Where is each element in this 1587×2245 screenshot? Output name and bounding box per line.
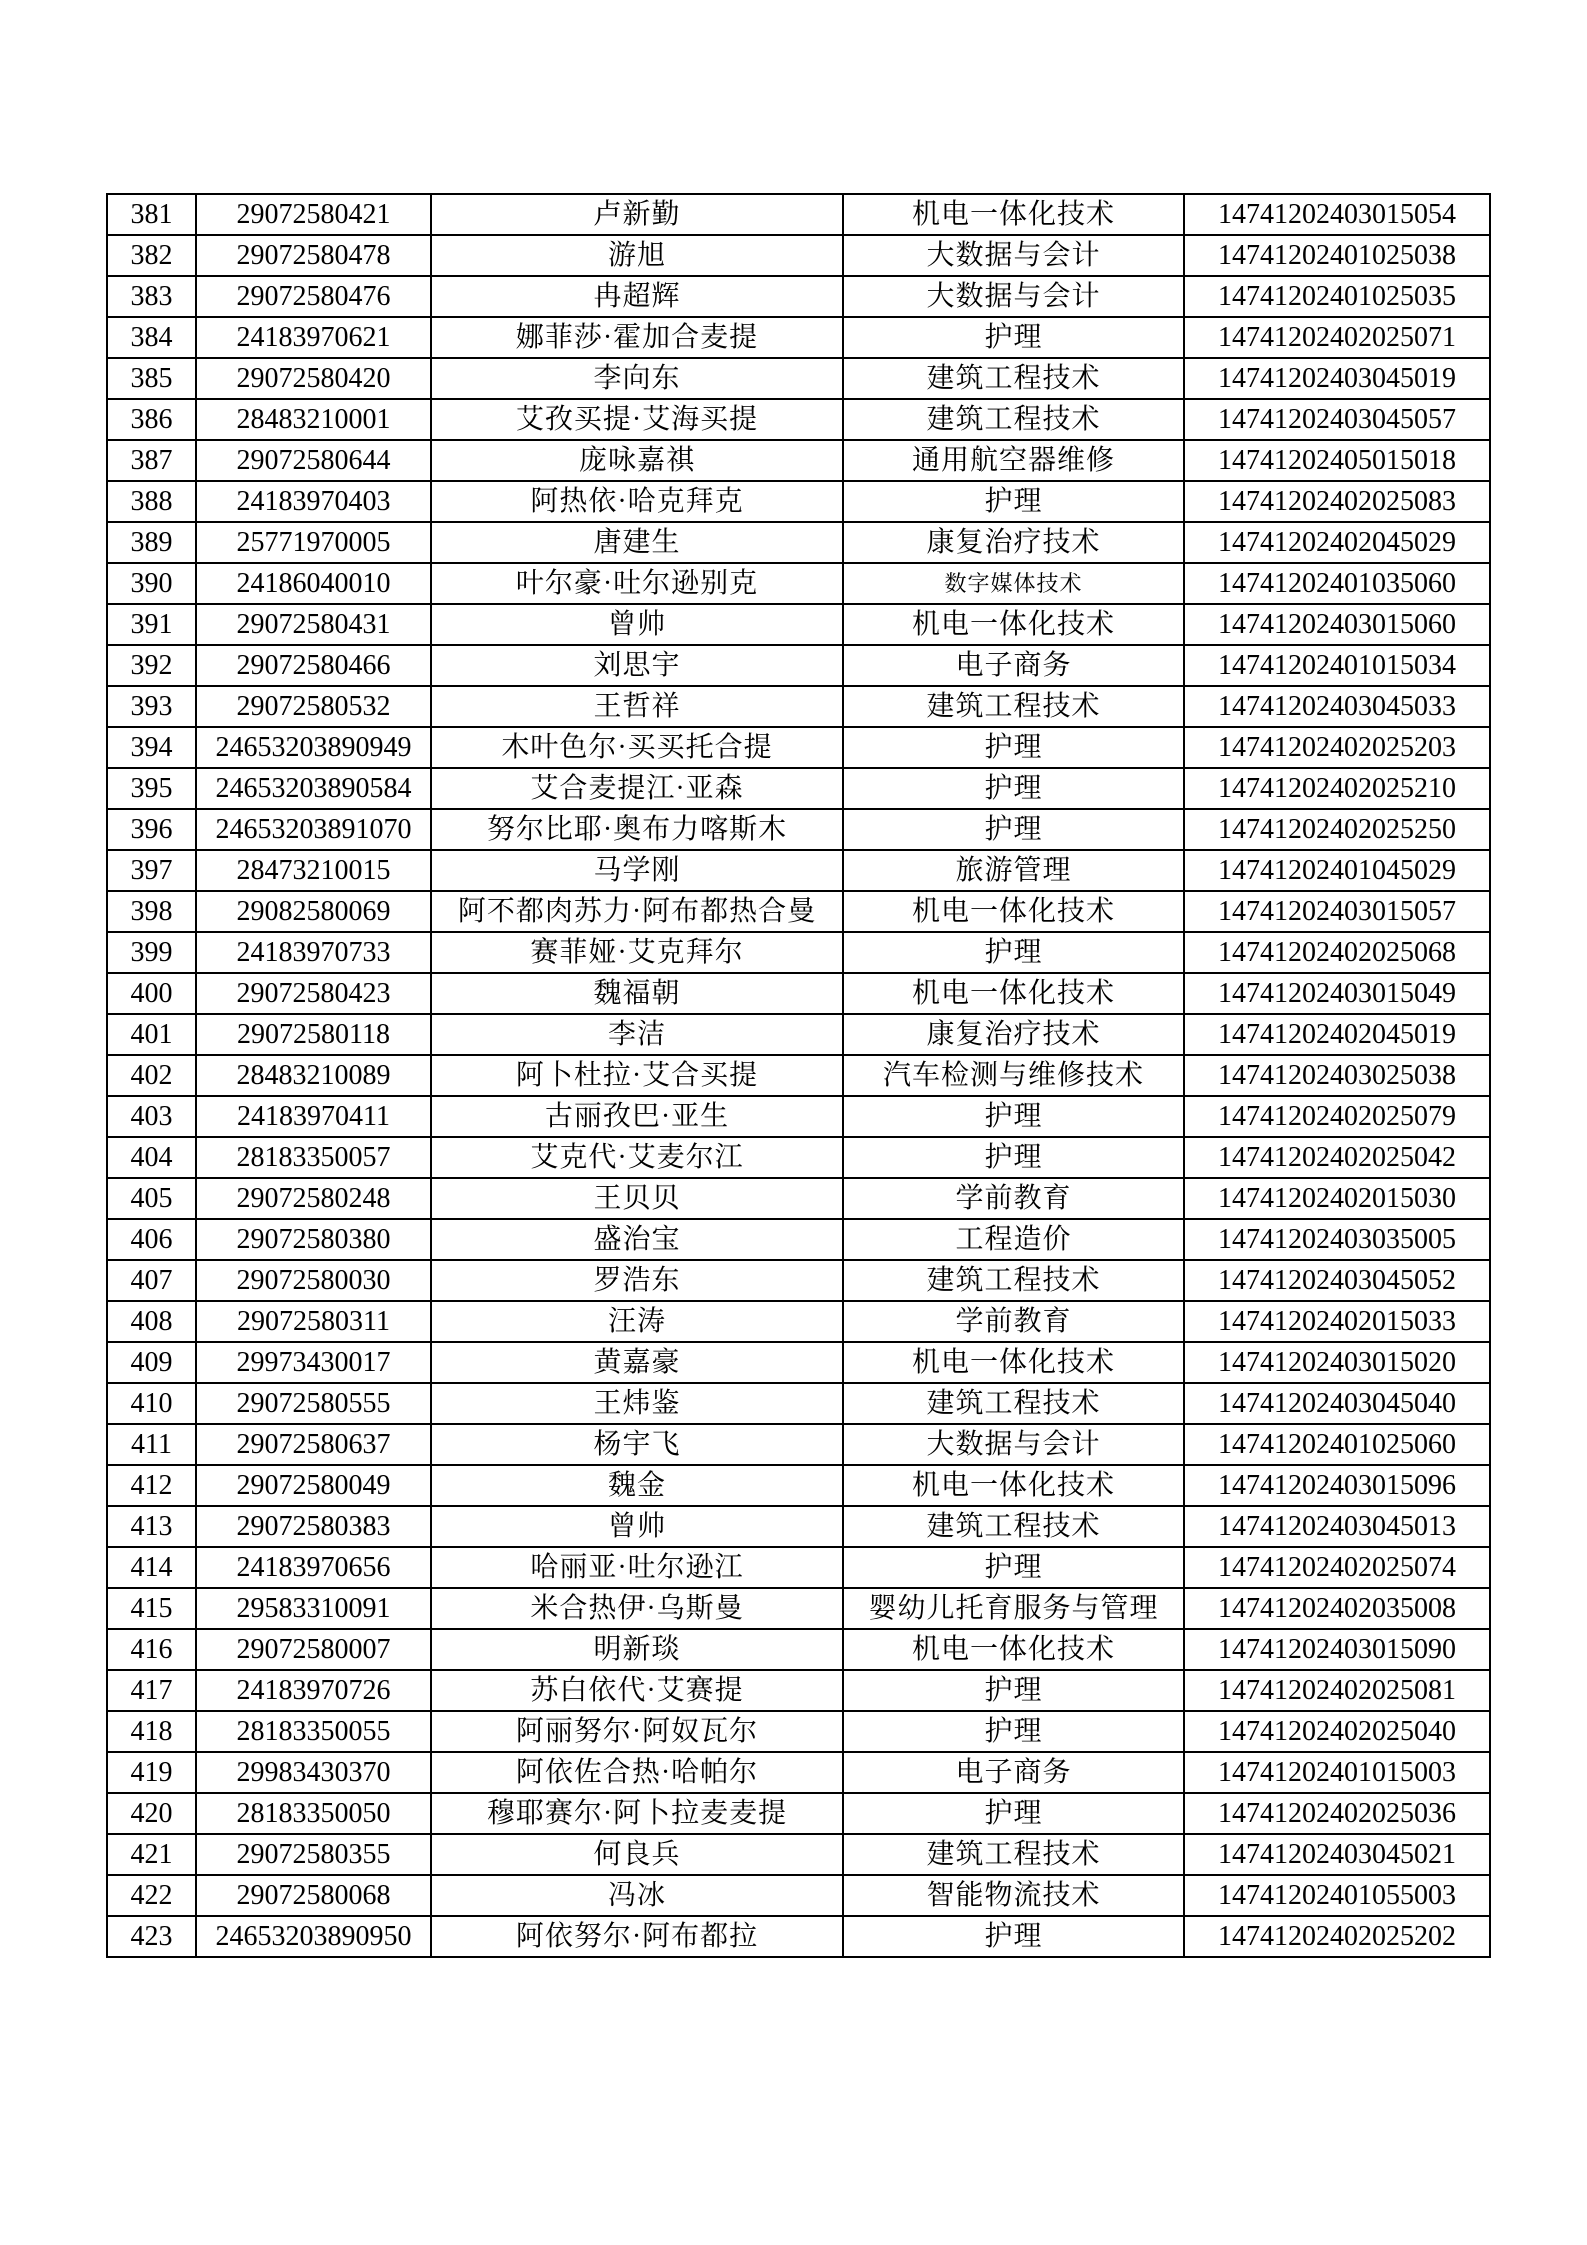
- serial-cell: 384: [107, 317, 196, 358]
- admission-number-cell: 14741202402025210: [1184, 768, 1490, 809]
- major-cell: 建筑工程技术: [843, 399, 1184, 440]
- name-cell: 阿热依·哈克拜克: [431, 481, 843, 522]
- name-cell: 艾克代·艾麦尔江: [431, 1137, 843, 1178]
- serial-cell: 406: [107, 1219, 196, 1260]
- exam-number-cell: 29072580637: [196, 1424, 431, 1465]
- name-cell: 古丽孜巴·亚生: [431, 1096, 843, 1137]
- table-row: [107, 1137, 1490, 1178]
- exam-number-cell: 29072580118: [196, 1014, 431, 1055]
- table-row: [107, 194, 1490, 235]
- table-row: [107, 1014, 1490, 1055]
- admission-number-cell: 14741202402045019: [1184, 1014, 1490, 1055]
- exam-number-cell: 29072580068: [196, 1875, 431, 1916]
- admission-number-cell: 14741202403045021: [1184, 1834, 1490, 1875]
- serial-cell: 405: [107, 1178, 196, 1219]
- name-cell: 庞咏嘉祺: [431, 440, 843, 481]
- serial-cell: 391: [107, 604, 196, 645]
- table-row: [107, 1629, 1490, 1670]
- name-cell: 魏福朝: [431, 973, 843, 1014]
- exam-number-cell: 24653203890950: [196, 1916, 431, 1957]
- exam-number-cell: 29072580420: [196, 358, 431, 399]
- serial-cell: 419: [107, 1752, 196, 1793]
- name-cell: 卢新勤: [431, 194, 843, 235]
- major-cell: 护理: [843, 1711, 1184, 1752]
- exam-number-cell: 29072580421: [196, 194, 431, 235]
- admission-number-cell: 14741202402025083: [1184, 481, 1490, 522]
- exam-number-cell: 29072580311: [196, 1301, 431, 1342]
- admission-number-cell: 14741202402015033: [1184, 1301, 1490, 1342]
- major-cell: 护理: [843, 317, 1184, 358]
- name-cell: 阿依努尔·阿布都拉: [431, 1916, 843, 1957]
- table-row: [107, 932, 1490, 973]
- serial-cell: 422: [107, 1875, 196, 1916]
- exam-number-cell: 28183350057: [196, 1137, 431, 1178]
- major-cell: 机电一体化技术: [843, 1342, 1184, 1383]
- name-cell: 阿丽努尔·阿奴瓦尔: [431, 1711, 843, 1752]
- name-cell: 杨宇飞: [431, 1424, 843, 1465]
- name-cell: 刘思宇: [431, 645, 843, 686]
- name-cell: 苏白依代·艾赛提: [431, 1670, 843, 1711]
- table-row: [107, 809, 1490, 850]
- name-cell: 黄嘉豪: [431, 1342, 843, 1383]
- admission-number-cell: 14741202402045029: [1184, 522, 1490, 563]
- name-cell: 娜菲莎·霍加合麦提: [431, 317, 843, 358]
- serial-cell: 404: [107, 1137, 196, 1178]
- exam-number-cell: 29583310091: [196, 1588, 431, 1629]
- major-cell: 护理: [843, 1916, 1184, 1957]
- major-cell: 机电一体化技术: [843, 1629, 1184, 1670]
- exam-number-cell: 29072580248: [196, 1178, 431, 1219]
- admission-number-cell: 14741202402025203: [1184, 727, 1490, 768]
- serial-cell: 418: [107, 1711, 196, 1752]
- serial-cell: 392: [107, 645, 196, 686]
- major-cell: 机电一体化技术: [843, 973, 1184, 1014]
- exam-number-cell: 29072580030: [196, 1260, 431, 1301]
- major-cell: 数字媒体技术: [843, 563, 1184, 604]
- serial-cell: 393: [107, 686, 196, 727]
- exam-number-cell: 28473210015: [196, 850, 431, 891]
- major-cell: 大数据与会计: [843, 1424, 1184, 1465]
- name-cell: 何良兵: [431, 1834, 843, 1875]
- name-cell: 穆耶赛尔·阿卜拉麦麦提: [431, 1793, 843, 1834]
- table-row: [107, 440, 1490, 481]
- admission-number-cell: 14741202403015049: [1184, 973, 1490, 1014]
- admission-number-cell: 14741202401015034: [1184, 645, 1490, 686]
- major-cell: 机电一体化技术: [843, 194, 1184, 235]
- table-row: [107, 1424, 1490, 1465]
- serial-cell: 399: [107, 932, 196, 973]
- serial-cell: 388: [107, 481, 196, 522]
- name-cell: 哈丽亚·吐尔逊江: [431, 1547, 843, 1588]
- exam-number-cell: 29983430370: [196, 1752, 431, 1793]
- major-cell: 护理: [843, 1670, 1184, 1711]
- name-cell: 赛菲娅·艾克拜尔: [431, 932, 843, 973]
- exam-number-cell: 29072580478: [196, 235, 431, 276]
- name-cell: 艾合麦提江·亚森: [431, 768, 843, 809]
- major-cell: 大数据与会计: [843, 276, 1184, 317]
- exam-number-cell: 29072580383: [196, 1506, 431, 1547]
- exam-number-cell: 24653203890949: [196, 727, 431, 768]
- serial-cell: 394: [107, 727, 196, 768]
- major-cell: 护理: [843, 481, 1184, 522]
- table-row: [107, 1670, 1490, 1711]
- major-cell: 建筑工程技术: [843, 1383, 1184, 1424]
- major-cell: 建筑工程技术: [843, 1834, 1184, 1875]
- admission-number-cell: 14741202402015030: [1184, 1178, 1490, 1219]
- serial-cell: 412: [107, 1465, 196, 1506]
- table-row: [107, 1383, 1490, 1424]
- exam-number-cell: 29072580476: [196, 276, 431, 317]
- name-cell: 叶尔豪·吐尔逊别克: [431, 563, 843, 604]
- admission-number-cell: 14741202403015096: [1184, 1465, 1490, 1506]
- major-cell: 建筑工程技术: [843, 1260, 1184, 1301]
- exam-number-cell: 24183970411: [196, 1096, 431, 1137]
- table-row: [107, 1178, 1490, 1219]
- admission-number-cell: 14741202401025060: [1184, 1424, 1490, 1465]
- admission-number-cell: 14741202401015003: [1184, 1752, 1490, 1793]
- name-cell: 王炜鉴: [431, 1383, 843, 1424]
- name-cell: 阿卜杜拉·艾合买提: [431, 1055, 843, 1096]
- admission-number-cell: 14741202403045052: [1184, 1260, 1490, 1301]
- serial-cell: 421: [107, 1834, 196, 1875]
- exam-number-cell: 24183970403: [196, 481, 431, 522]
- admission-number-cell: 14741202403035005: [1184, 1219, 1490, 1260]
- table-row: [107, 481, 1490, 522]
- name-cell: 明新琰: [431, 1629, 843, 1670]
- serial-cell: 381: [107, 194, 196, 235]
- major-cell: 学前教育: [843, 1301, 1184, 1342]
- name-cell: 王贝贝: [431, 1178, 843, 1219]
- major-cell: 通用航空器维修: [843, 440, 1184, 481]
- admission-roster-table: [106, 193, 1491, 1958]
- serial-cell: 386: [107, 399, 196, 440]
- admission-number-cell: 14741202403045033: [1184, 686, 1490, 727]
- major-cell: 大数据与会计: [843, 235, 1184, 276]
- table-row: [107, 1793, 1490, 1834]
- name-cell: 冉超辉: [431, 276, 843, 317]
- name-cell: 曾帅: [431, 1506, 843, 1547]
- major-cell: 婴幼儿托育服务与管理: [843, 1588, 1184, 1629]
- table-row: [107, 1219, 1490, 1260]
- admission-number-cell: 14741202403015054: [1184, 194, 1490, 235]
- serial-cell: 417: [107, 1670, 196, 1711]
- admission-number-cell: 14741202403015057: [1184, 891, 1490, 932]
- major-cell: 智能物流技术: [843, 1875, 1184, 1916]
- serial-cell: 413: [107, 1506, 196, 1547]
- admission-number-cell: 14741202403045019: [1184, 358, 1490, 399]
- table-row: [107, 1342, 1490, 1383]
- admission-number-cell: 14741202402025074: [1184, 1547, 1490, 1588]
- major-cell: 康复治疗技术: [843, 1014, 1184, 1055]
- name-cell: 马学刚: [431, 850, 843, 891]
- serial-cell: 402: [107, 1055, 196, 1096]
- serial-cell: 423: [107, 1916, 196, 1957]
- admission-number-cell: 14741202403025038: [1184, 1055, 1490, 1096]
- serial-cell: 401: [107, 1014, 196, 1055]
- serial-cell: 383: [107, 276, 196, 317]
- exam-number-cell: 29072580532: [196, 686, 431, 727]
- table-row: [107, 399, 1490, 440]
- admission-number-cell: 14741202403015020: [1184, 1342, 1490, 1383]
- major-cell: 汽车检测与维修技术: [843, 1055, 1184, 1096]
- name-cell: 曾帅: [431, 604, 843, 645]
- exam-number-cell: 29082580069: [196, 891, 431, 932]
- roster-table-body: [107, 194, 1490, 1957]
- table-row: [107, 1465, 1490, 1506]
- serial-cell: 382: [107, 235, 196, 276]
- exam-number-cell: 24186040010: [196, 563, 431, 604]
- serial-cell: 409: [107, 1342, 196, 1383]
- admission-number-cell: 14741202403015090: [1184, 1629, 1490, 1670]
- exam-number-cell: 29072580049: [196, 1465, 431, 1506]
- name-cell: 努尔比耶·奥布力喀斯木: [431, 809, 843, 850]
- table-row: [107, 522, 1490, 563]
- exam-number-cell: 24183970656: [196, 1547, 431, 1588]
- table-row: [107, 604, 1490, 645]
- major-cell: 电子商务: [843, 645, 1184, 686]
- admission-number-cell: 14741202402035008: [1184, 1588, 1490, 1629]
- serial-cell: 403: [107, 1096, 196, 1137]
- exam-number-cell: 24183970621: [196, 317, 431, 358]
- exam-number-cell: 24653203890584: [196, 768, 431, 809]
- table-row: [107, 358, 1490, 399]
- major-cell: 建筑工程技术: [843, 358, 1184, 399]
- serial-cell: 397: [107, 850, 196, 891]
- exam-number-cell: 29072580380: [196, 1219, 431, 1260]
- admission-number-cell: 14741202403015060: [1184, 604, 1490, 645]
- admission-number-cell: 14741202402025042: [1184, 1137, 1490, 1178]
- admission-number-cell: 14741202402025040: [1184, 1711, 1490, 1752]
- table-row: [107, 645, 1490, 686]
- table-row: [107, 317, 1490, 358]
- table-row: [107, 686, 1490, 727]
- exam-number-cell: 25771970005: [196, 522, 431, 563]
- serial-cell: 410: [107, 1383, 196, 1424]
- exam-number-cell: 29072580423: [196, 973, 431, 1014]
- name-cell: 米合热伊·乌斯曼: [431, 1588, 843, 1629]
- major-cell: 机电一体化技术: [843, 1465, 1184, 1506]
- admission-number-cell: 14741202403045013: [1184, 1506, 1490, 1547]
- table-row: [107, 850, 1490, 891]
- name-cell: 艾孜买提·艾海买提: [431, 399, 843, 440]
- major-cell: 康复治疗技术: [843, 522, 1184, 563]
- table-row: [107, 1301, 1490, 1342]
- serial-cell: 407: [107, 1260, 196, 1301]
- name-cell: 游旭: [431, 235, 843, 276]
- serial-cell: 416: [107, 1629, 196, 1670]
- serial-cell: 398: [107, 891, 196, 932]
- exam-number-cell: 24183970733: [196, 932, 431, 973]
- exam-number-cell: 29973430017: [196, 1342, 431, 1383]
- admission-number-cell: 14741202401055003: [1184, 1875, 1490, 1916]
- serial-cell: 387: [107, 440, 196, 481]
- serial-cell: 415: [107, 1588, 196, 1629]
- major-cell: 护理: [843, 1137, 1184, 1178]
- name-cell: 阿依佐合热·哈帕尔: [431, 1752, 843, 1793]
- major-cell: 护理: [843, 932, 1184, 973]
- admission-number-cell: 14741202402025081: [1184, 1670, 1490, 1711]
- major-cell: 建筑工程技术: [843, 686, 1184, 727]
- major-cell: 机电一体化技术: [843, 891, 1184, 932]
- table-row: [107, 563, 1490, 604]
- name-cell: 汪涛: [431, 1301, 843, 1342]
- table-row: [107, 1752, 1490, 1793]
- exam-number-cell: 24183970726: [196, 1670, 431, 1711]
- table-row: [107, 1834, 1490, 1875]
- table-row: [107, 1506, 1490, 1547]
- table-row: [107, 1260, 1490, 1301]
- serial-cell: 390: [107, 563, 196, 604]
- serial-cell: 411: [107, 1424, 196, 1465]
- admission-number-cell: 14741202402025202: [1184, 1916, 1490, 1957]
- major-cell: 护理: [843, 1793, 1184, 1834]
- exam-number-cell: 29072580431: [196, 604, 431, 645]
- name-cell: 王哲祥: [431, 686, 843, 727]
- admission-number-cell: 14741202402025071: [1184, 317, 1490, 358]
- table-row: [107, 1875, 1490, 1916]
- admission-number-cell: 14741202401025038: [1184, 235, 1490, 276]
- serial-cell: 395: [107, 768, 196, 809]
- table-row: [107, 276, 1490, 317]
- exam-number-cell: 28183350050: [196, 1793, 431, 1834]
- name-cell: 罗浩东: [431, 1260, 843, 1301]
- table-row: [107, 1055, 1490, 1096]
- admission-number-cell: 14741202402025079: [1184, 1096, 1490, 1137]
- admission-number-cell: 14741202401045029: [1184, 850, 1490, 891]
- serial-cell: 389: [107, 522, 196, 563]
- name-cell: 阿不都肉苏力·阿布都热合曼: [431, 891, 843, 932]
- table-row: [107, 973, 1490, 1014]
- major-cell: 护理: [843, 727, 1184, 768]
- major-cell: 旅游管理: [843, 850, 1184, 891]
- name-cell: 唐建生: [431, 522, 843, 563]
- table-row: [107, 891, 1490, 932]
- major-cell: 建筑工程技术: [843, 1506, 1184, 1547]
- name-cell: 魏金: [431, 1465, 843, 1506]
- table-row: [107, 1588, 1490, 1629]
- serial-cell: 396: [107, 809, 196, 850]
- serial-cell: 420: [107, 1793, 196, 1834]
- table-row: [107, 1711, 1490, 1752]
- table-row: [107, 1916, 1490, 1957]
- major-cell: 学前教育: [843, 1178, 1184, 1219]
- major-cell: 工程造价: [843, 1219, 1184, 1260]
- table-row: [107, 768, 1490, 809]
- name-cell: 木叶色尔·买买托合提: [431, 727, 843, 768]
- exam-number-cell: 29072580007: [196, 1629, 431, 1670]
- name-cell: 冯冰: [431, 1875, 843, 1916]
- major-cell: 护理: [843, 1096, 1184, 1137]
- admission-number-cell: 14741202405015018: [1184, 440, 1490, 481]
- serial-cell: 400: [107, 973, 196, 1014]
- name-cell: 李向东: [431, 358, 843, 399]
- table-row: [107, 235, 1490, 276]
- major-cell: 护理: [843, 768, 1184, 809]
- exam-number-cell: 29072580355: [196, 1834, 431, 1875]
- name-cell: 盛治宝: [431, 1219, 843, 1260]
- major-cell: 机电一体化技术: [843, 604, 1184, 645]
- name-cell: 李洁: [431, 1014, 843, 1055]
- major-cell: 护理: [843, 809, 1184, 850]
- major-cell: 护理: [843, 1547, 1184, 1588]
- exam-number-cell: 29072580466: [196, 645, 431, 686]
- serial-cell: 385: [107, 358, 196, 399]
- exam-number-cell: 24653203891070: [196, 809, 431, 850]
- admission-number-cell: 14741202402025068: [1184, 932, 1490, 973]
- major-cell: 电子商务: [843, 1752, 1184, 1793]
- admission-number-cell: 14741202403045057: [1184, 399, 1490, 440]
- table-row: [107, 727, 1490, 768]
- admission-number-cell: 14741202401025035: [1184, 276, 1490, 317]
- serial-cell: 408: [107, 1301, 196, 1342]
- exam-number-cell: 29072580644: [196, 440, 431, 481]
- admission-number-cell: 14741202402025250: [1184, 809, 1490, 850]
- exam-number-cell: 29072580555: [196, 1383, 431, 1424]
- admission-number-cell: 14741202401035060: [1184, 563, 1490, 604]
- exam-number-cell: 28483210089: [196, 1055, 431, 1096]
- admission-number-cell: 14741202402025036: [1184, 1793, 1490, 1834]
- exam-number-cell: 28183350055: [196, 1711, 431, 1752]
- table-row: [107, 1547, 1490, 1588]
- admission-number-cell: 14741202403045040: [1184, 1383, 1490, 1424]
- exam-number-cell: 28483210001: [196, 399, 431, 440]
- table-row: [107, 1096, 1490, 1137]
- serial-cell: 414: [107, 1547, 196, 1588]
